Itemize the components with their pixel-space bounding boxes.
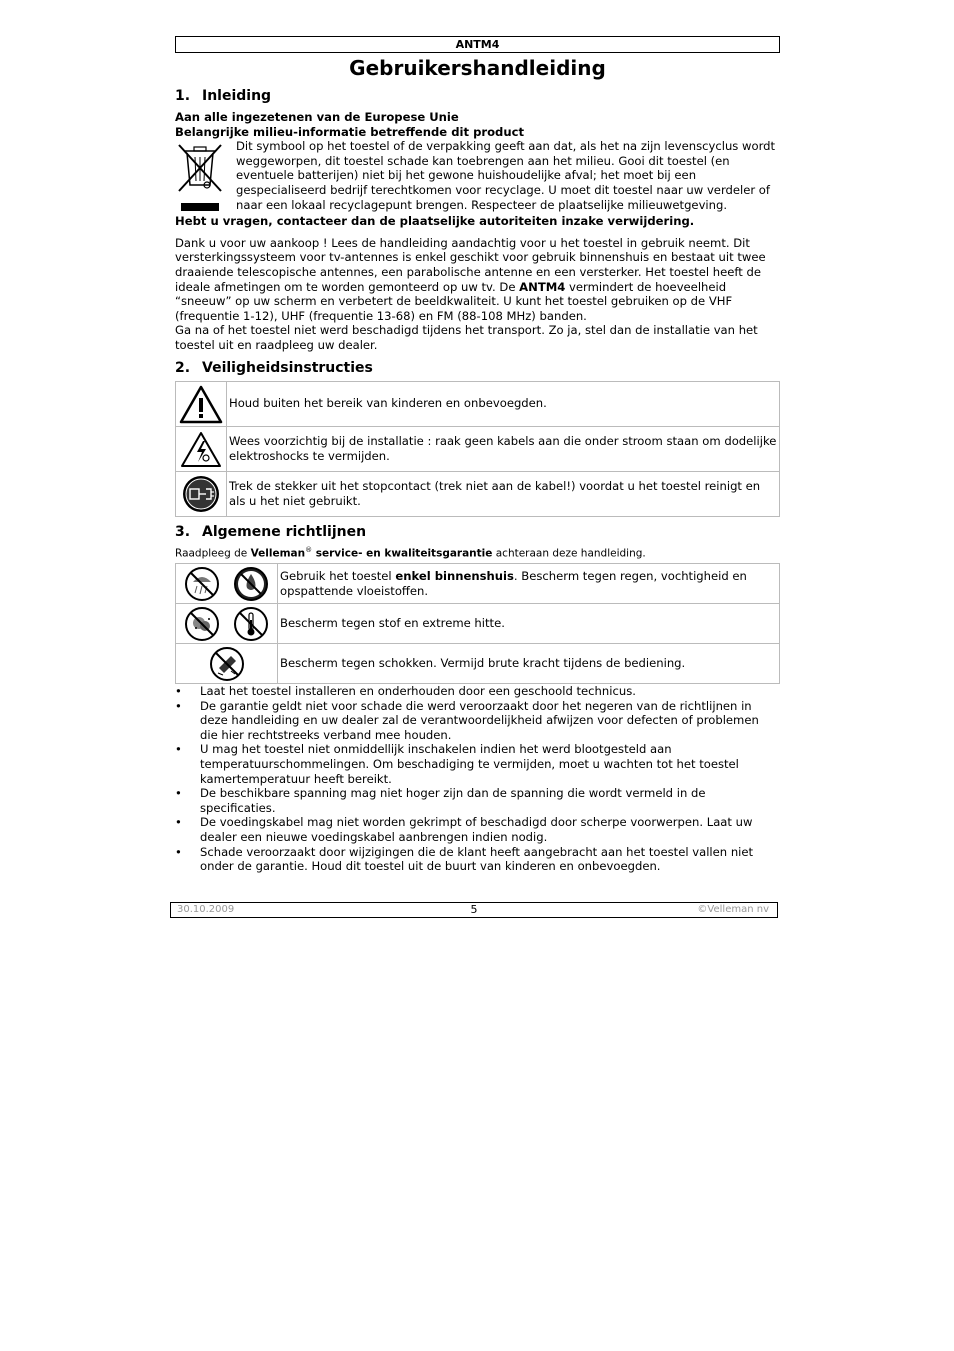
unplug-icon	[176, 471, 227, 516]
guideline-text-part: Gebruik het toestel	[280, 568, 396, 583]
section-1-heading	[175, 87, 780, 105]
indoor-only-emphasis: enkel binnenshuis	[395, 568, 514, 583]
eu-residents-subtitle: Aan alle ingezetenen van de Europese Unie	[175, 110, 459, 124]
ref-guarantee: service- en kwaliteitsgarantie	[312, 547, 493, 560]
guideline-text	[278, 564, 780, 604]
footer-date: 30.10.2009	[177, 904, 235, 915]
environment-info-subtitle: Belangrijke milieu-informatie betreffende dit product	[175, 124, 525, 139]
section-title: Inleiding	[202, 88, 272, 104]
list-item: • U mag het toestel niet onmiddellijk inschakelen indien het werd blootgesteld aan temperatuurschommelingen. Om beschadiging te vermijden, moet u wachten tot het toestel kamertemperatuur heeft bereikt.	[175, 742, 780, 786]
registered-mark: ®	[305, 545, 313, 554]
guideline-icons	[176, 564, 278, 604]
safety-text: Wees voorzichtig bij de installatie : raak geen kabels aan die onder stroom staan om dodelijke elektroshocks te vermijden.	[227, 426, 780, 471]
list-item: • Schade veroorzaakt door wijzigingen die de klant heeft aangebracht aan het toestel vallen niet onder de garantie. Houd dit toestel uit de buurt van kinderen en onbevoegden.	[175, 845, 780, 874]
list-item: • De voedingskabel mag niet worden gekrimpt of beschadigd door scherpe voorwerpen. Laat uw dealer een nieuwe voedingskabel aanbrengen indien nodig.	[175, 815, 780, 844]
no-dust-icon	[184, 606, 220, 642]
no-heat-icon	[233, 606, 269, 642]
ref-text: Raadpleeg de	[175, 547, 251, 560]
guideline-row	[176, 564, 780, 604]
list-item: • De garantie geldt niet voor schade die werd veroorzaakt door het negeren van de richtlijnen in deze handleiding en uw dealer zal de verantwoordelijkheid afwijzen voor defecten of problemen die hier rechtstreeks verband mee houden.	[175, 699, 780, 743]
guideline-icons	[176, 644, 278, 684]
section-title: Algemene richtlijnen	[202, 523, 367, 540]
electric-shock-warning-icon	[176, 426, 227, 471]
manual-page	[175, 36, 780, 874]
section-2-heading	[175, 359, 780, 377]
weee-text: Dit symbool op het toestel of de verpakking geeft aan dat, als het na zijn levenscyclus wordt weggeworpen, dit toestel schade kan toebrengen aan het milieu. Gooi dit toestel (en eventuele batterijen) niet bij het gewone huishoudelijke afval; het moet bij een gespecialiseerd bedrijf terechtkomen voor recyclage. U moet dit toestel naar uw verdeler of naar een lokaal recyclagepunt brengen. Respecteer de plaatselijke milieuwetgeving.	[236, 139, 776, 212]
section-number: 2.	[175, 359, 191, 376]
safety-text: Houd buiten het bereik van kinderen en onbevoegden.	[227, 381, 780, 426]
section-number: 1.	[175, 88, 191, 104]
guarantee-reference	[175, 543, 780, 561]
list-item: • Laat het toestel installeren en onderhouden door een geschoold technicus.	[175, 684, 780, 699]
weee-block	[175, 139, 780, 214]
no-shock-icon	[209, 646, 245, 682]
guidelines-list	[175, 684, 780, 874]
footer-copyright: ©Velleman nv	[697, 904, 769, 915]
weee-crossed-bin-icon	[175, 139, 236, 214]
page-title: Gebruikershandleiding	[349, 56, 606, 80]
intro-text: Dank u voor uw aankoop ! Lees de handleiding aandachtig voor u het toestel in gebruik neemt. Dit versterkingssysteem voor tv-antennes is enkel geschikt voor gebruik binnenshuis en bestaat uit twee draaiende telescopische antennes, een parabolische antenne en een versterker. Het toestel heeft de ideale afmetingen om te worden gemonteerd op uw tv. De	[175, 235, 766, 294]
safety-row	[176, 426, 780, 471]
guideline-row	[176, 604, 780, 644]
intro-paragraph	[175, 236, 780, 324]
page-footer	[170, 902, 778, 918]
disposal-questions: Hebt u vragen, contacteer dan de plaatselijke autoriteiten inzake verwijdering.	[175, 214, 695, 229]
safety-text: Trek de stekker uit het stopcontact (trek niet aan de kabel!) voordat u het toestel reinigt en als u het niet gebruikt.	[227, 471, 780, 516]
no-water-icon	[233, 566, 269, 602]
ref-text: achteraan deze handleiding.	[492, 547, 646, 560]
guidelines-table	[175, 563, 780, 684]
safety-table	[175, 381, 780, 517]
section-3-heading	[175, 523, 780, 541]
page-number: 5	[470, 903, 478, 916]
guideline-text-part: . Bescherm tegen regen, vochtigheid en opspattende vloeistoffen.	[280, 568, 747, 598]
guideline-text: Bescherm tegen schokken. Vermijd brute kracht tijdens de bediening.	[278, 644, 780, 684]
model-header: ANTM4	[175, 36, 780, 53]
no-rain-icon	[184, 566, 220, 602]
guideline-text: Bescherm tegen stof en extreme hitte.	[278, 604, 780, 644]
intro-model: ANTM4	[519, 279, 566, 294]
section-number: 3.	[175, 523, 191, 540]
intro-text: vermindert de hoeveelheid “sneeuw” op uw scherm en verbetert de beeldkwaliteit. U kunt het toestel gebruiken op de VHF (frequentie 1-12), UHF (frequentie 13-68) en FM (88-108 MHz) banden.	[175, 279, 733, 323]
guideline-row	[176, 644, 780, 684]
safety-row	[176, 471, 780, 516]
list-item: • De beschikbare spanning mag niet hoger zijn dan de spanning die wordt vermeld in de specificaties.	[175, 786, 780, 815]
safety-row	[176, 381, 780, 426]
transport-check-paragraph: Ga na of het toestel niet werd beschadigd tijdens het transport. Zo ja, stel dan de installatie van het toestel uit en raadpleeg uw dealer.	[175, 323, 758, 352]
warning-exclamation-icon	[176, 381, 227, 426]
ref-brand: Velleman	[250, 547, 306, 560]
section-title: Veiligheidsinstructies	[202, 359, 373, 376]
guideline-icons	[176, 604, 278, 644]
